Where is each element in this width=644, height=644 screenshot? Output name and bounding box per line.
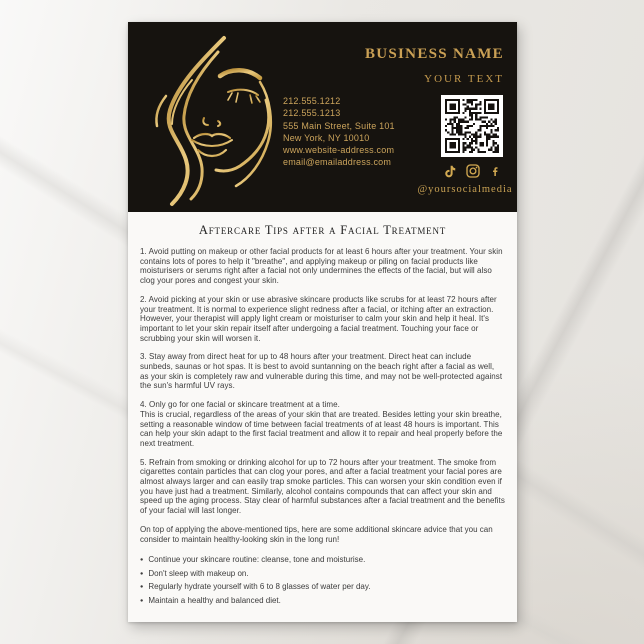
bullet-item: ● Regularly hydrate yourself with 6 to 8 glasses of water per day. — [140, 581, 505, 594]
facebook-icon — [489, 163, 501, 179]
tip-paragraph-1: 1. Avoid putting on makeup or other facial products for at least 6 hours after your treatment. Your skin contains lots of pores to help it "breathe", and applying makeup or piling on facial products like moisturisers or serums right after a facial not only undermines the effects of the facial, but will also clog your pores and congest your skin. — [140, 247, 503, 286]
tiktok-icon — [443, 163, 457, 179]
business-name: BUSINESS NAME — [364, 46, 504, 62]
phone-line-1: 212.555.1212 — [283, 96, 341, 106]
social-handle: @yoursocialmedia — [417, 184, 513, 195]
social-icons-row — [443, 163, 501, 179]
bullet-item: ● Don't sleep with makeup on. — [140, 568, 505, 581]
flyer-header — [128, 22, 517, 212]
tip-paragraph-4 — [140, 400, 505, 449]
bullet-item: ● Continue your skincare routine: cleanse, tone and moisturise. — [140, 554, 505, 567]
contact-block — [283, 95, 395, 169]
flyer-body — [128, 212, 517, 608]
tip-paragraph-5: 5. Refrain from smoking or drinking alcohol for up to 72 hours after your treatment. The smoke from cigarettes contain particles that can clog your pores, and after a facial treatment your facial pores are almost always larger and can easily trap smoke particles. This can worsen your skin condition even if you have just had a treatment. Similarly, alcohol contains compounds that can affect your skin and speed up the aging process. Stay clear of harmful substances after a facial treatment and the benefits of your facial will last longer. — [140, 457, 505, 516]
address-line-2: New York, NY 10010 — [283, 132, 370, 143]
tip-4-body: This is crucial, regardless of the areas of your skin that are treated. Besides letting your skin breathe, setting a reasonable window of time between facial treatments of at least 48 hours is important. This can help your skin adapt to the first facial treatment and allow it to repair and heal properly before the next treatment. — [140, 409, 503, 448]
email-line: email@emailaddress.com — [283, 157, 392, 168]
bullet-item: ● Maintain a healthy and balanced diet. — [140, 595, 505, 608]
business-tagline: YOUR TEXT — [424, 73, 504, 85]
qr-code — [441, 95, 503, 157]
aftercare-flyer — [128, 22, 517, 622]
tip-paragraph-2: 2. Avoid picking at your skin or use abrasive skincare products like scrubs for at least 72 hours after your treatment. It is normal to experience slight redness after a facial, or itching after an extraction. However, your therapist will apply light cream or moisturiser to calm your skin and help it heal. It's important to let your skin repair itself after undergoing a facial treatment. Touching your face or scrubbing your skin will worsen it. — [140, 294, 497, 343]
skincare-bullet-list — [140, 554, 505, 608]
woman-face-line-art-icon — [128, 22, 280, 212]
tip-paragraph-3: 3. Stay away from direct heat for up to 48 hours after your treatment. Direct heat can include sunbeds, saunas or hot spas. It is best to avoid suntanning on the beach right after a facial as well, as your skin is completely raw and vulnerable during this time, and may not be well-protected against the sun's harmful UV rays. — [140, 352, 503, 391]
address-line-1: 555 Main Street, Suite 101 — [283, 120, 395, 131]
instagram-icon — [465, 163, 481, 179]
website-line: www.website-address.com — [283, 145, 395, 156]
phone-line-2: 212.555.1213 — [283, 108, 341, 119]
flyer-title: Aftercare Tips after a Facial Treatment — [198, 223, 447, 237]
closing-paragraph: On top of applying the above-mentioned tips, here are some additional skincare advice that you can consider to maintain healthy-looking skin in the long run! — [140, 524, 493, 544]
tip-4-lead: 4. Only go for one facial or skincare treatment at a time. — [140, 400, 340, 410]
brand-block — [365, 46, 504, 85]
